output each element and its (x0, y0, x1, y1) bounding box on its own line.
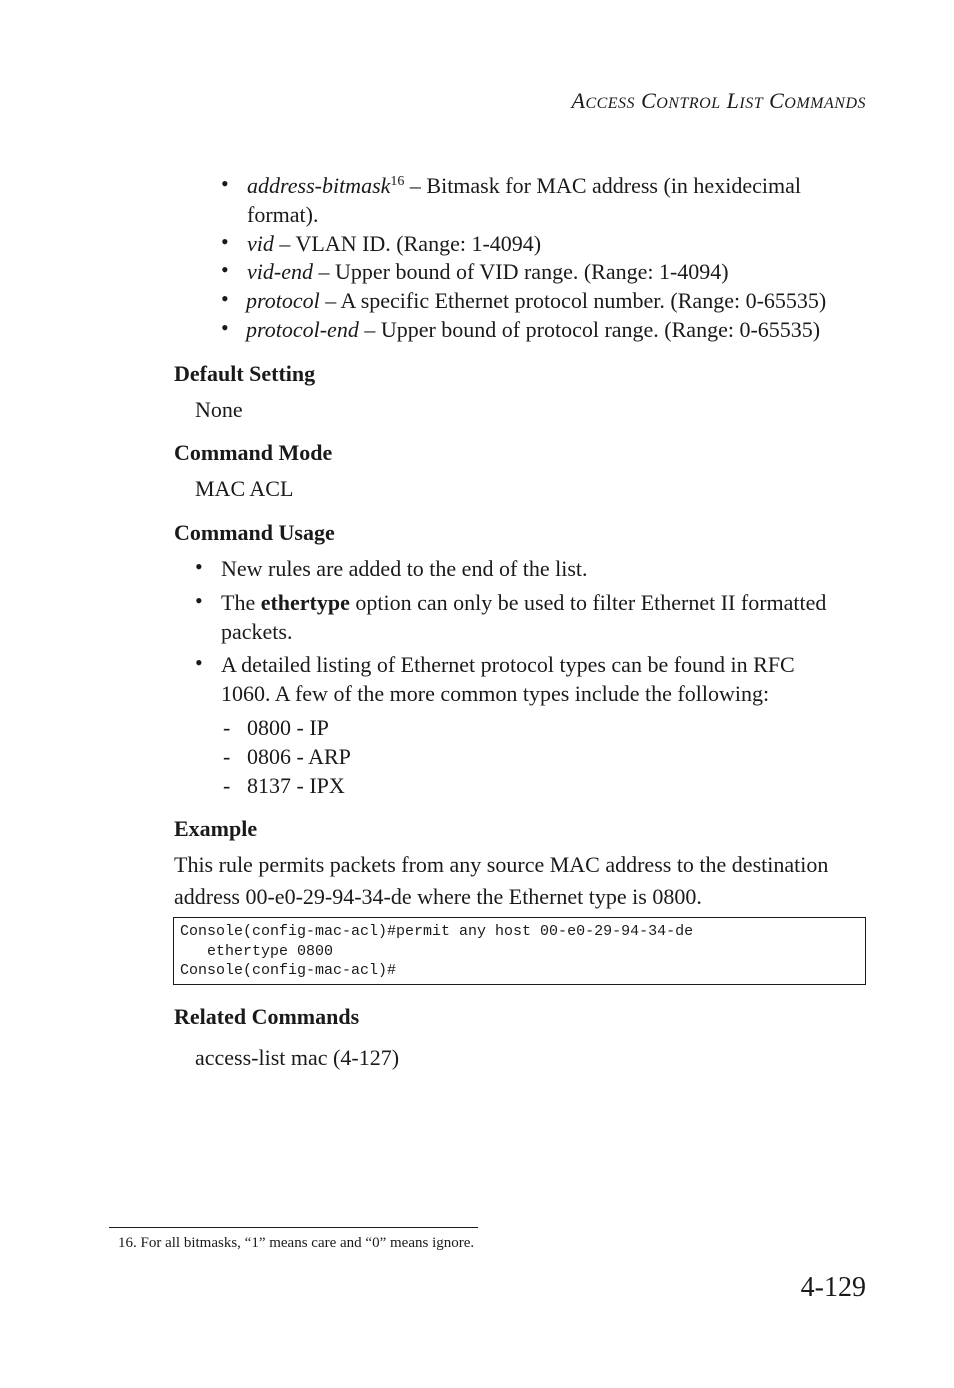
code-example-box (173, 917, 866, 985)
list-item: protocol-end – Upper bound of protocol range. (Range: 0-65535) (246, 317, 821, 342)
code-line: Console(config-mac-acl)#permit any host 00-e0-29-94-34-de (180, 923, 694, 940)
bullet-marker: • (195, 650, 203, 675)
section-heading-default-setting: Default Setting (174, 361, 316, 386)
usage-item-continuation: 1060. A few of the more common types include the following: (221, 681, 770, 706)
section-heading-example: Example (174, 816, 258, 841)
list-item: address-bitmask$^{16}$ – Bitmask for MAC address (in hexidecimal (247, 173, 801, 198)
dash-marker: - (223, 715, 231, 740)
related-command-link: access-list mac (4-127) (195, 1045, 400, 1070)
usage-item-continuation: packets. (221, 619, 293, 644)
bullet-marker: • (221, 171, 229, 196)
code-line: ethertype 0800 (180, 942, 334, 960)
default-setting-value: None (195, 397, 243, 422)
bullet-marker: • (195, 588, 203, 613)
usage-item: New rules are added to the end of the list. (221, 556, 588, 581)
ethertype-keyword: ethertype (260, 590, 350, 615)
page-number: 4-129 (800, 1272, 866, 1303)
list-item: protocol – A specific Ethernet protocol number. (Range: 0-65535) (246, 288, 827, 313)
bullet-marker: • (195, 554, 203, 579)
dash-marker: - (223, 744, 231, 769)
usage-item: The ethertype option can only be used to filter Ethernet II formatted (221, 590, 827, 615)
usage-item: A detailed listing of Ethernet protocol types can be found in RFC (221, 652, 795, 677)
section-heading-command-mode: Command Mode (174, 440, 333, 465)
footnote: 16. For all bitmasks, “1” means care and “0” means ignore. (118, 1235, 475, 1251)
example-description: This rule permits packets from any source MAC address to the destination (174, 852, 829, 877)
list-item: vid – VLAN ID. (Range: 1-4094) (247, 231, 542, 256)
list-item: vid-end – Upper bound of VID range. (Range: 1-4094) (247, 259, 729, 284)
footnote-divider (109, 1227, 478, 1228)
list-item-continuation: format). (247, 202, 319, 227)
bullet-marker: • (221, 257, 229, 282)
protocol-type-item: 0806 - ARP (247, 744, 351, 769)
section-heading-command-usage: Command Usage (174, 520, 335, 545)
protocol-type-item: 8137 - IPX (247, 773, 345, 798)
bullet-marker: • (221, 229, 229, 254)
bullet-marker: • (221, 286, 229, 311)
command-mode-value: MAC ACL (195, 476, 294, 501)
bullet-marker: • (221, 315, 229, 340)
protocol-type-item: 0800 - IP (247, 715, 329, 740)
example-description-continuation: address 00-e0-29-94-34-de where the Ethernet type is 0800. (174, 884, 702, 909)
section-heading-related-commands: Related Commands (174, 1004, 360, 1029)
code-line: Console(config-mac-acl)# (180, 962, 397, 979)
dash-marker: - (223, 773, 231, 798)
running-header: ACCESS CONTROL LIST COMMANDS (571, 88, 866, 113)
